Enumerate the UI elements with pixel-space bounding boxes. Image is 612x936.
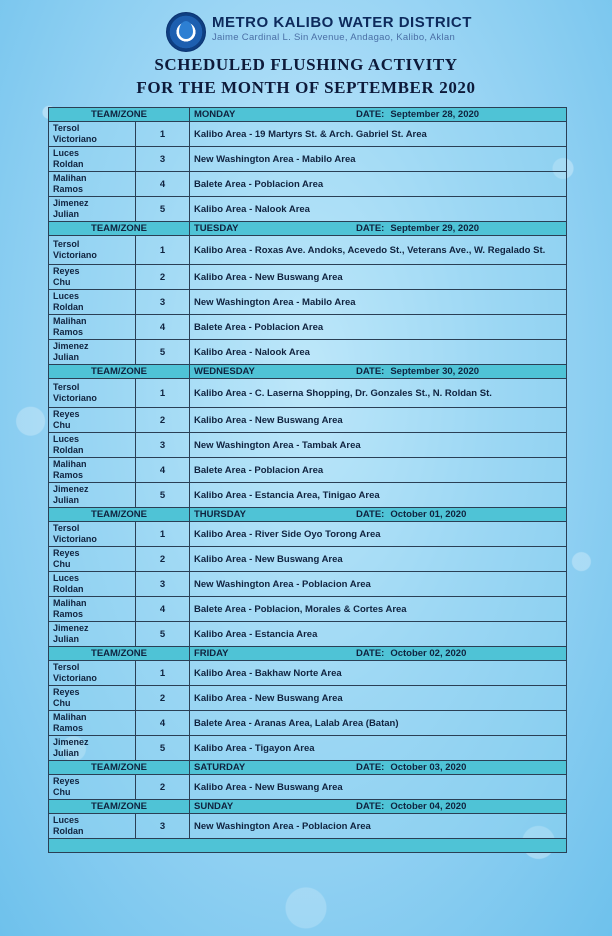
team-cell — [49, 686, 136, 711]
day-header — [190, 761, 567, 775]
table-footer-row — [49, 839, 567, 853]
zone-cell: 2 — [136, 547, 190, 572]
team-member-1: Reyes — [53, 548, 80, 558]
schedule-row — [49, 483, 567, 508]
team-member-1: Tersol — [53, 662, 80, 672]
day-name: THURSDAY — [194, 509, 246, 520]
date-label: DATE: October 03, 2020 — [356, 762, 467, 773]
day-name: TUESDAY — [194, 223, 239, 234]
team-member-1: Luces — [53, 291, 80, 301]
zone-cell: 3 — [136, 147, 190, 172]
team-member-1: Reyes — [53, 409, 80, 419]
date-value: October 04, 2020 — [390, 801, 467, 812]
team-member-1: Luces — [53, 815, 80, 825]
day-header — [190, 222, 567, 236]
zone-cell: 4 — [136, 458, 190, 483]
area-cell: New Washington Area - Poblacion Area — [190, 572, 567, 597]
zone-cell: 2 — [136, 775, 190, 800]
area-cell: Kalibo Area - New Buswang Area — [190, 686, 567, 711]
date-label: DATE: September 30, 2020 — [356, 366, 480, 377]
zone-cell: 1 — [136, 522, 190, 547]
team-member-2: Roldan — [53, 826, 84, 836]
team-zone-header: TEAM/ZONE — [49, 647, 190, 661]
day-header — [190, 647, 567, 661]
schedule-row — [49, 433, 567, 458]
table-footer — [49, 839, 567, 853]
schedule-row — [49, 458, 567, 483]
area-cell: Kalibo Area - New Buswang Area — [190, 775, 567, 800]
zone-cell: 3 — [136, 814, 190, 839]
team-zone-header: TEAM/ZONE — [49, 508, 190, 522]
day-header — [190, 800, 567, 814]
team-member-1: Jimenez — [53, 484, 89, 494]
zone-cell: 5 — [136, 483, 190, 508]
schedule-row — [49, 814, 567, 839]
team-cell — [49, 547, 136, 572]
team-cell — [49, 622, 136, 647]
team-cell — [49, 265, 136, 290]
org-name: METRO KALIBO WATER DISTRICT — [212, 14, 472, 31]
date-value: September 29, 2020 — [390, 223, 480, 234]
day-header-row — [49, 647, 567, 661]
team-cell — [49, 597, 136, 622]
water-district-seal-icon — [166, 12, 206, 52]
flushing-schedule-table — [48, 107, 567, 853]
schedule-row — [49, 522, 567, 547]
area-cell: Balete Area - Poblacion Area — [190, 172, 567, 197]
team-zone-header: TEAM/ZONE — [49, 108, 190, 122]
team-cell — [49, 408, 136, 433]
header — [0, 8, 612, 50]
area-cell: Kalibo Area - Roxas Ave. Andoks, Acevedo St., Veterans Ave., W. Regalado St. — [190, 236, 567, 265]
team-member-2: Chu — [53, 559, 71, 569]
area-cell: Kalibo Area - Bakhaw Norte Area — [190, 661, 567, 686]
team-member-1: Reyes — [53, 687, 80, 697]
team-member-1: Tersol — [53, 523, 80, 533]
team-member-1: Tersol — [53, 123, 80, 133]
team-cell — [49, 172, 136, 197]
area-cell: Balete Area - Poblacion Area — [190, 458, 567, 483]
team-member-1: Reyes — [53, 266, 80, 276]
team-member-2: Julian — [53, 352, 80, 362]
team-member-2: Roldan — [53, 445, 84, 455]
date-label: DATE: September 28, 2020 — [356, 109, 480, 120]
zone-cell: 2 — [136, 265, 190, 290]
zone-cell: 2 — [136, 686, 190, 711]
area-cell: Balete Area - Poblacion, Morales & Cortes Area — [190, 597, 567, 622]
team-member-2: Roldan — [53, 159, 84, 169]
team-cell — [49, 522, 136, 547]
team-zone-header: TEAM/ZONE — [49, 800, 190, 814]
area-cell: Kalibo Area - C. Laserna Shopping, Dr. Gonzales St., N. Roldan St. — [190, 379, 567, 408]
team-cell — [49, 572, 136, 597]
team-member-1: Jimenez — [53, 623, 89, 633]
zone-cell: 2 — [136, 408, 190, 433]
zone-cell: 4 — [136, 172, 190, 197]
team-member-1: Malihan — [53, 316, 87, 326]
area-cell: Kalibo Area - Nalook Area — [190, 340, 567, 365]
team-cell — [49, 458, 136, 483]
team-member-2: Ramos — [53, 609, 84, 619]
page-subtitle: FOR THE MONTH OF SEPTEMBER 2020 — [136, 78, 476, 97]
team-member-2: Victoriano — [53, 534, 97, 544]
schedule-row — [49, 197, 567, 222]
date-value: September 30, 2020 — [390, 366, 480, 377]
day-header-row — [49, 365, 567, 379]
team-cell — [49, 315, 136, 340]
team-member-2: Roldan — [53, 302, 84, 312]
schedule-row — [49, 622, 567, 647]
area-cell: Kalibo Area - Tigayon Area — [190, 736, 567, 761]
schedule-row — [49, 122, 567, 147]
schedule-row — [49, 147, 567, 172]
team-member-2: Chu — [53, 420, 71, 430]
day-header — [190, 108, 567, 122]
area-cell: Balete Area - Aranas Area, Lalab Area (Batan) — [190, 711, 567, 736]
area-cell: Kalibo Area - Nalook Area — [190, 197, 567, 222]
team-member-2: Chu — [53, 787, 71, 797]
area-cell: Kalibo Area - New Buswang Area — [190, 265, 567, 290]
team-member-2: Ramos — [53, 184, 84, 194]
day-header-row — [49, 108, 567, 122]
team-member-2: Ramos — [53, 327, 84, 337]
page-title: SCHEDULED FLUSHING ACTIVITY — [154, 55, 458, 74]
team-cell — [49, 711, 136, 736]
team-member-2: Julian — [53, 209, 80, 219]
zone-cell: 1 — [136, 236, 190, 265]
team-cell — [49, 236, 136, 265]
schedule-row — [49, 340, 567, 365]
zone-cell: 5 — [136, 622, 190, 647]
zone-cell: 5 — [136, 197, 190, 222]
schedule-row — [49, 315, 567, 340]
schedule-row — [49, 661, 567, 686]
team-zone-header: TEAM/ZONE — [49, 365, 190, 379]
schedule-row — [49, 265, 567, 290]
team-cell — [49, 340, 136, 365]
team-member-2: Julian — [53, 495, 80, 505]
day-header — [190, 508, 567, 522]
area-cell: New Washington Area - Poblacion Area — [190, 814, 567, 839]
schedule-row — [49, 290, 567, 315]
team-cell — [49, 775, 136, 800]
team-cell — [49, 147, 136, 172]
team-cell — [49, 736, 136, 761]
org-address: Jaime Cardinal L. Sin Avenue, Andagao, Kalibo, Aklan — [212, 32, 456, 43]
zone-cell: 4 — [136, 315, 190, 340]
zone-cell: 5 — [136, 340, 190, 365]
team-zone-header: TEAM/ZONE — [49, 222, 190, 236]
team-member-1: Malihan — [53, 173, 87, 183]
team-cell — [49, 433, 136, 458]
schedule-row — [49, 408, 567, 433]
team-member-1: Luces — [53, 573, 80, 583]
team-member-1: Malihan — [53, 598, 87, 608]
team-member-1: Luces — [53, 148, 80, 158]
day-header-row — [49, 222, 567, 236]
area-cell: Kalibo Area - 19 Martyrs St. & Arch. Gabriel St. Area — [190, 122, 567, 147]
zone-cell: 1 — [136, 122, 190, 147]
date-label: DATE: September 29, 2020 — [356, 223, 480, 234]
team-cell — [49, 483, 136, 508]
team-member-1: Jimenez — [53, 737, 89, 747]
team-zone-header: TEAM/ZONE — [49, 761, 190, 775]
zone-cell: 1 — [136, 379, 190, 408]
team-member-2: Julian — [53, 748, 80, 758]
team-member-1: Jimenez — [53, 341, 89, 351]
zone-cell: 3 — [136, 572, 190, 597]
schedule-row — [49, 172, 567, 197]
team-member-2: Victoriano — [53, 393, 97, 403]
date-label: DATE: October 01, 2020 — [356, 509, 467, 520]
team-member-2: Victoriano — [53, 134, 97, 144]
schedule-row — [49, 547, 567, 572]
team-member-1: Tersol — [53, 382, 80, 392]
day-name: FRIDAY — [194, 648, 229, 659]
team-cell — [49, 814, 136, 839]
area-cell: Kalibo Area - Estancia Area, Tinigao Area — [190, 483, 567, 508]
schedule-row — [49, 597, 567, 622]
schedule-row — [49, 236, 567, 265]
zone-cell: 4 — [136, 597, 190, 622]
team-member-2: Victoriano — [53, 250, 97, 260]
zone-cell: 1 — [136, 661, 190, 686]
day-header-row — [49, 800, 567, 814]
area-cell: Kalibo Area - River Side Oyo Torong Area — [190, 522, 567, 547]
date-value: October 01, 2020 — [390, 509, 467, 520]
day-name: SUNDAY — [194, 801, 234, 812]
day-name: WEDNESDAY — [194, 366, 255, 377]
area-cell: Kalibo Area - New Buswang Area — [190, 408, 567, 433]
team-cell — [49, 379, 136, 408]
team-member-2: Julian — [53, 634, 80, 644]
team-member-1: Malihan — [53, 712, 87, 722]
date-label: DATE: October 02, 2020 — [356, 648, 467, 659]
day-header-row — [49, 508, 567, 522]
team-member-1: Reyes — [53, 776, 80, 786]
area-cell: Balete Area - Poblacion Area — [190, 315, 567, 340]
team-cell — [49, 290, 136, 315]
team-member-2: Ramos — [53, 470, 84, 480]
zone-cell: 5 — [136, 736, 190, 761]
area-cell: Kalibo Area - New Buswang Area — [190, 547, 567, 572]
team-cell — [49, 197, 136, 222]
team-member-2: Victoriano — [53, 673, 97, 683]
schedule-row — [49, 775, 567, 800]
day-header — [190, 365, 567, 379]
team-cell — [49, 661, 136, 686]
team-member-1: Luces — [53, 434, 80, 444]
area-cell: New Washington Area - Mabilo Area — [190, 290, 567, 315]
area-cell: Kalibo Area - Estancia Area — [190, 622, 567, 647]
schedule-row — [49, 379, 567, 408]
area-cell: New Washington Area - Mabilo Area — [190, 147, 567, 172]
schedule-row — [49, 711, 567, 736]
area-cell: New Washington Area - Tambak Area — [190, 433, 567, 458]
date-value: October 02, 2020 — [390, 648, 467, 659]
day-header-row — [49, 761, 567, 775]
team-member-1: Jimenez — [53, 198, 89, 208]
schedule-row — [49, 736, 567, 761]
date-value: September 28, 2020 — [390, 109, 480, 120]
team-member-2: Chu — [53, 277, 71, 287]
team-member-2: Roldan — [53, 584, 84, 594]
day-name: SATURDAY — [194, 762, 246, 773]
zone-cell: 4 — [136, 711, 190, 736]
zone-cell: 3 — [136, 433, 190, 458]
date-value: October 03, 2020 — [390, 762, 467, 773]
zone-cell: 3 — [136, 290, 190, 315]
team-member-1: Malihan — [53, 459, 87, 469]
day-name: MONDAY — [194, 109, 236, 120]
date-label: DATE: October 04, 2020 — [356, 801, 467, 812]
schedule-row — [49, 686, 567, 711]
team-cell — [49, 122, 136, 147]
team-member-2: Ramos — [53, 723, 84, 733]
team-member-2: Chu — [53, 698, 71, 708]
team-member-1: Tersol — [53, 239, 80, 249]
schedule-row — [49, 572, 567, 597]
